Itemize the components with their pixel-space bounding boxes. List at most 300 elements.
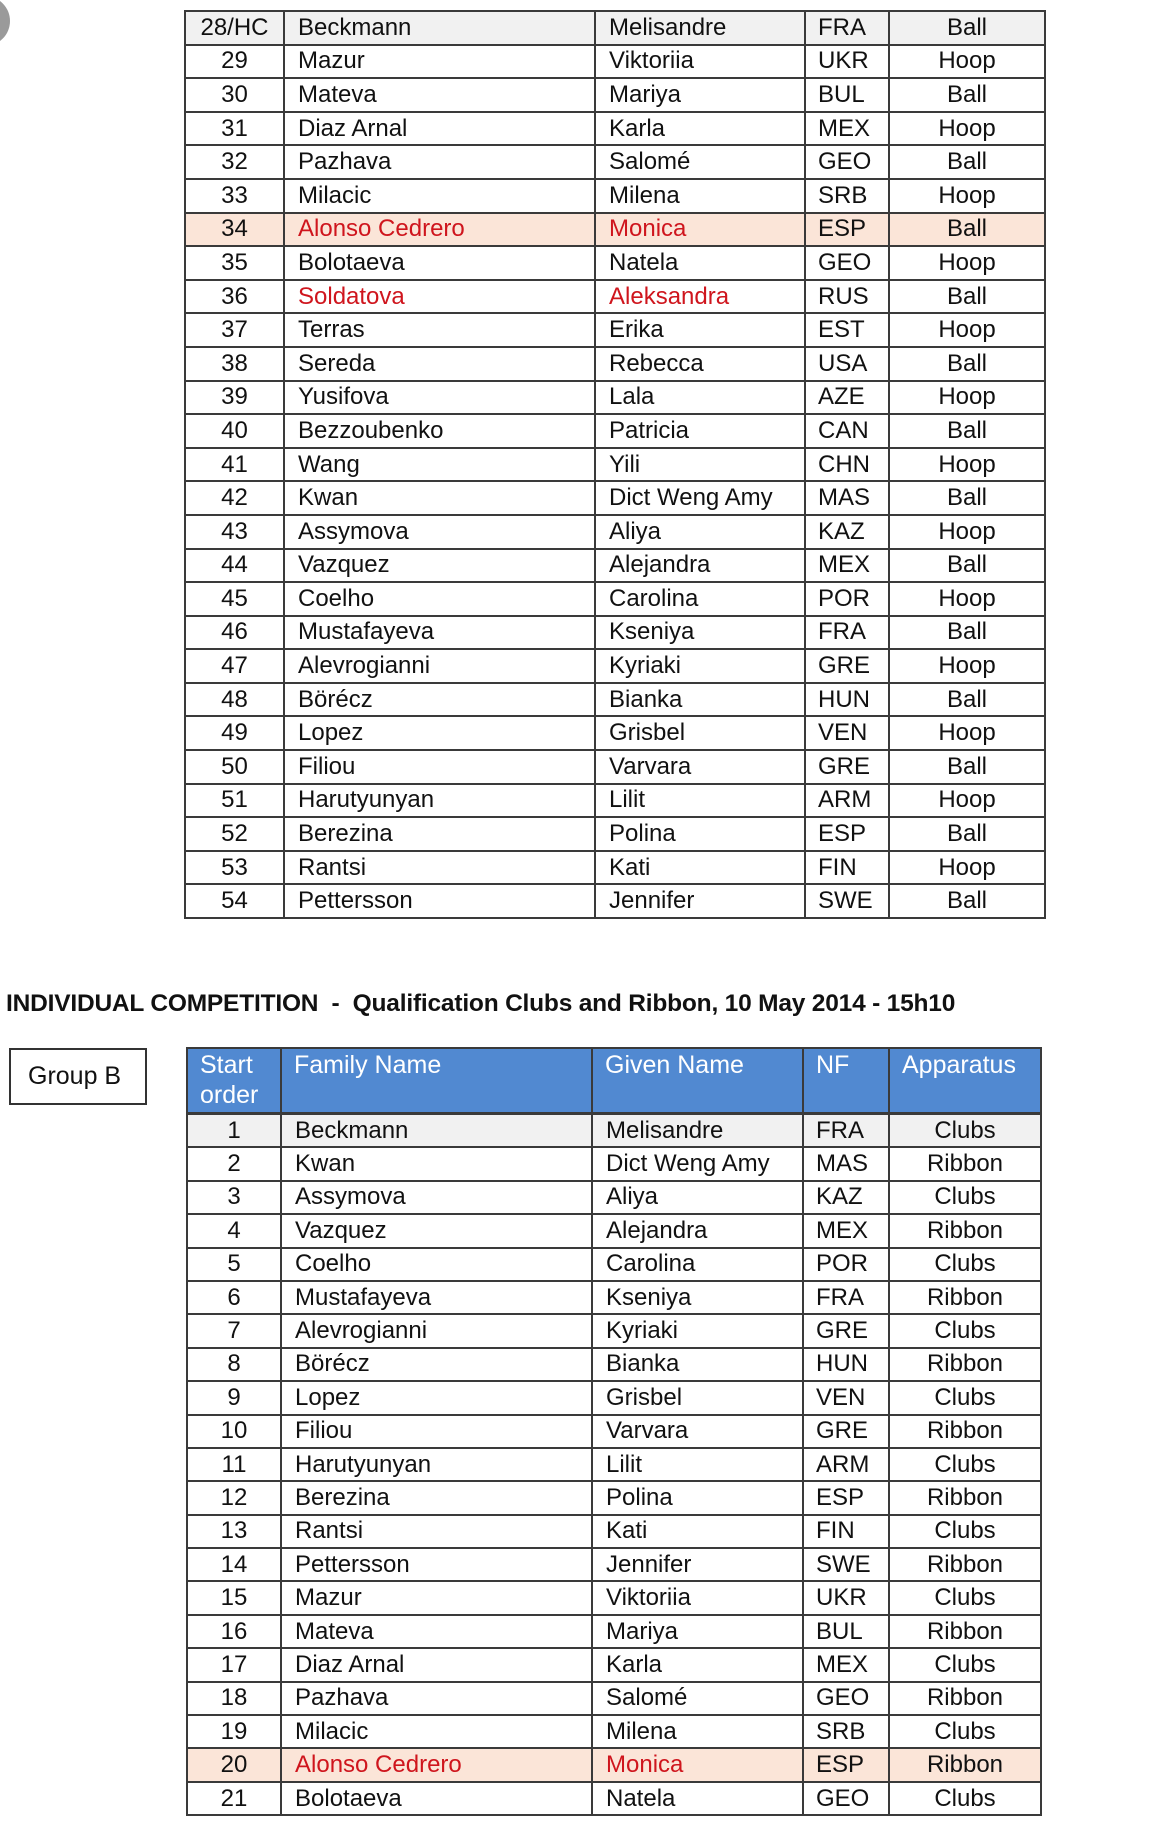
apparatus-cell: Ribbon (889, 1748, 1041, 1781)
table-row (185, 716, 1045, 750)
given-name-cell: Jennifer (592, 1548, 803, 1581)
start-order-cell: 14 (187, 1548, 281, 1581)
table-row (185, 549, 1045, 583)
nf-cell: HUN (805, 683, 889, 717)
table-row (187, 1314, 1041, 1347)
apparatus-cell: Clubs (889, 1314, 1041, 1347)
given-name-cell: Monica (592, 1748, 803, 1781)
start-order-cell: 32 (185, 145, 284, 179)
table-row (185, 112, 1045, 146)
nf-cell: UKR (803, 1581, 889, 1614)
given-name-cell: Viktoriia (595, 45, 805, 79)
apparatus-cell: Clubs (889, 1648, 1041, 1681)
family-name-cell: Berezina (284, 817, 595, 851)
given-name-cell: Monica (595, 213, 805, 247)
start-order-cell: 15 (187, 1581, 281, 1614)
apparatus-cell: Ball (889, 884, 1045, 918)
table-row (185, 616, 1045, 650)
apparatus-cell: Ribbon (889, 1281, 1041, 1314)
nf-cell: UKR (805, 45, 889, 79)
given-name-cell: Alejandra (595, 549, 805, 583)
family-name-cell: Lopez (284, 716, 595, 750)
nf-cell: HUN (803, 1348, 889, 1381)
table-row (185, 381, 1045, 415)
start-order-cell: 18 (187, 1682, 281, 1715)
nf-cell: GRE (803, 1415, 889, 1448)
given-name-cell: Jennifer (595, 884, 805, 918)
nf-cell: CAN (805, 414, 889, 448)
table-row (185, 414, 1045, 448)
start-order-cell: 20 (187, 1748, 281, 1781)
family-name-cell: Pettersson (284, 884, 595, 918)
start-order-cell: 3 (187, 1181, 281, 1214)
apparatus-cell: Ball (889, 750, 1045, 784)
apparatus-cell: Hoop (889, 851, 1045, 885)
nf-cell: GEO (803, 1682, 889, 1715)
start-order-cell: 9 (187, 1381, 281, 1414)
apparatus-cell: Hoop (889, 784, 1045, 818)
family-name-cell: Pettersson (281, 1548, 592, 1581)
table-row (187, 1381, 1041, 1414)
nf-cell: GEO (805, 246, 889, 280)
apparatus-cell: Hoop (889, 179, 1045, 213)
given-name-cell: Patricia (595, 414, 805, 448)
table-row (185, 280, 1045, 314)
given-name-cell: Lilit (595, 784, 805, 818)
start-order-cell: 43 (185, 515, 284, 549)
apparatus-cell: Ribbon (889, 1682, 1041, 1715)
apparatus-cell: Ribbon (889, 1348, 1041, 1381)
apparatus-cell: Ball (889, 481, 1045, 515)
apparatus-cell: Ribbon (889, 1615, 1041, 1648)
apparatus-cell: Ball (889, 145, 1045, 179)
nf-cell: MAS (803, 1147, 889, 1180)
given-name-cell: Aleksandra (595, 280, 805, 314)
apparatus-cell: Ribbon (889, 1548, 1041, 1581)
family-name-cell: Coelho (281, 1248, 592, 1281)
given-name-cell: Melisandre (592, 1114, 803, 1148)
nf-cell: GEO (803, 1782, 889, 1815)
family-name-cell: Filiou (284, 750, 595, 784)
nf-cell: GEO (805, 145, 889, 179)
family-name-cell: Börécz (284, 683, 595, 717)
table-row (185, 179, 1045, 213)
family-name-cell: Lopez (281, 1381, 592, 1414)
table-row (185, 649, 1045, 683)
apparatus-cell: Clubs (889, 1515, 1041, 1548)
family-name-cell: Wang (284, 448, 595, 482)
family-name-cell: Pazhava (284, 145, 595, 179)
given-name-cell: Alejandra (592, 1214, 803, 1247)
table-row (185, 683, 1045, 717)
start-order-cell: 29 (185, 45, 284, 79)
given-name-cell: Lilit (592, 1448, 803, 1481)
start-order-cell: 41 (185, 448, 284, 482)
start-list-table-group-b (186, 1047, 1042, 1816)
family-name-cell: Yusifova (284, 381, 595, 415)
nf-cell: SWE (803, 1548, 889, 1581)
given-name-cell: Bianka (595, 683, 805, 717)
given-name-cell: Rebecca (595, 347, 805, 381)
family-name-cell: Mazur (281, 1581, 592, 1614)
nf-cell: POR (805, 582, 889, 616)
nf-cell: KAZ (805, 515, 889, 549)
start-order-cell: 37 (185, 313, 284, 347)
given-name-cell: Viktoriia (592, 1581, 803, 1614)
given-name-cell: Polina (595, 817, 805, 851)
apparatus-cell: Ribbon (889, 1481, 1041, 1514)
family-name-cell: Bolotaeva (284, 246, 595, 280)
table-row (187, 1147, 1041, 1180)
nf-cell: MEX (803, 1214, 889, 1247)
start-order-cell: 35 (185, 246, 284, 280)
table-row (187, 1114, 1041, 1148)
family-name-cell: Berezina (281, 1481, 592, 1514)
nf-cell: MEX (805, 112, 889, 146)
family-name-cell: Kwan (281, 1147, 592, 1180)
family-name-cell: Harutyunyan (281, 1448, 592, 1481)
start-order-cell: 34 (185, 213, 284, 247)
apparatus-cell: Ball (889, 213, 1045, 247)
start-order-cell: 31 (185, 112, 284, 146)
family-name-cell: Bezzoubenko (284, 414, 595, 448)
apparatus-cell: Hoop (889, 649, 1045, 683)
table-row (187, 1515, 1041, 1548)
apparatus-cell: Hoop (889, 381, 1045, 415)
apparatus-cell: Clubs (889, 1715, 1041, 1748)
apparatus-cell: Clubs (889, 1181, 1041, 1214)
given-name-cell: Varvara (592, 1415, 803, 1448)
header-nf: NF (803, 1048, 889, 1114)
table-row (187, 1748, 1041, 1781)
start-order-cell: 44 (185, 549, 284, 583)
start-order-cell: 21 (187, 1782, 281, 1815)
nf-cell: USA (805, 347, 889, 381)
nf-cell: CHN (805, 448, 889, 482)
apparatus-cell: Ball (889, 683, 1045, 717)
nf-cell: FRA (805, 11, 889, 45)
section-title: INDIVIDUAL COMPETITION - Qualification Clubs and Ribbon, 10 May 2014 - 15h10 (6, 990, 956, 1017)
family-name-cell: Bolotaeva (281, 1782, 592, 1815)
apparatus-cell: Ball (889, 280, 1045, 314)
family-name-cell: Pazhava (281, 1682, 592, 1715)
nf-cell: ESP (805, 817, 889, 851)
given-name-cell: Salomé (592, 1682, 803, 1715)
table-row (187, 1615, 1041, 1648)
apparatus-cell: Hoop (889, 246, 1045, 280)
nf-cell: ARM (805, 784, 889, 818)
apparatus-cell: Hoop (889, 45, 1045, 79)
given-name-cell: Salomé (595, 145, 805, 179)
given-name-cell: Mariya (595, 78, 805, 112)
table-row (187, 1181, 1041, 1214)
given-name-cell: Dict Weng Amy (592, 1147, 803, 1180)
family-name-cell: Alonso Cedrero (284, 213, 595, 247)
given-name-cell: Dict Weng Amy (595, 481, 805, 515)
given-name-cell: Milena (595, 179, 805, 213)
start-order-cell: 38 (185, 347, 284, 381)
given-name-cell: Polina (592, 1481, 803, 1514)
nf-cell: VEN (805, 716, 889, 750)
given-name-cell: Natela (592, 1782, 803, 1815)
start-order-cell: 8 (187, 1348, 281, 1381)
apparatus-cell: Ball (889, 78, 1045, 112)
family-name-cell: Rantsi (284, 851, 595, 885)
nf-cell: GRE (805, 750, 889, 784)
table-row (185, 448, 1045, 482)
given-name-cell: Erika (595, 313, 805, 347)
nf-cell: BUL (805, 78, 889, 112)
table-row (187, 1648, 1041, 1681)
apparatus-cell: Ball (889, 414, 1045, 448)
apparatus-cell: Hoop (889, 515, 1045, 549)
nf-cell: BUL (803, 1615, 889, 1648)
nf-cell: AZE (805, 381, 889, 415)
table-row (185, 246, 1045, 280)
family-name-cell: Mustafayeva (284, 616, 595, 650)
apparatus-cell: Hoop (889, 313, 1045, 347)
apparatus-cell: Ball (889, 549, 1045, 583)
nf-cell: GRE (803, 1314, 889, 1347)
given-name-cell: Varvara (595, 750, 805, 784)
nf-cell: FRA (803, 1281, 889, 1314)
nf-cell: SRB (805, 179, 889, 213)
start-order-cell: 51 (185, 784, 284, 818)
start-order-cell: 10 (187, 1415, 281, 1448)
table-a-body (185, 11, 1045, 918)
apparatus-cell: Ball (889, 347, 1045, 381)
start-order-cell: 49 (185, 716, 284, 750)
table-row (185, 851, 1045, 885)
given-name-cell: Karla (595, 112, 805, 146)
table-row (185, 11, 1045, 45)
apparatus-cell: Hoop (889, 448, 1045, 482)
start-order-cell: 47 (185, 649, 284, 683)
start-order-cell: 30 (185, 78, 284, 112)
given-name-cell: Aliya (595, 515, 805, 549)
apparatus-cell: Clubs (889, 1782, 1041, 1815)
given-name-cell: Karla (592, 1648, 803, 1681)
given-name-cell: Carolina (592, 1248, 803, 1281)
nf-cell: VEN (803, 1381, 889, 1414)
start-order-cell: 7 (187, 1314, 281, 1347)
table-row (187, 1214, 1041, 1247)
given-name-cell: Melisandre (595, 11, 805, 45)
nf-cell: MAS (805, 481, 889, 515)
table-row (185, 481, 1045, 515)
nf-cell: SRB (803, 1715, 889, 1748)
group-label: Group B (9, 1048, 147, 1105)
family-name-cell: Börécz (281, 1348, 592, 1381)
table-row (185, 78, 1045, 112)
start-order-cell: 46 (185, 616, 284, 650)
family-name-cell: Terras (284, 313, 595, 347)
nf-cell: ESP (803, 1748, 889, 1781)
given-name-cell: Grisbel (592, 1381, 803, 1414)
nf-cell: POR (803, 1248, 889, 1281)
nf-cell: FIN (803, 1515, 889, 1548)
table-row (187, 1682, 1041, 1715)
apparatus-cell: Ribbon (889, 1147, 1041, 1180)
family-name-cell: Beckmann (281, 1114, 592, 1148)
family-name-cell: Sereda (284, 347, 595, 381)
given-name-cell: Grisbel (595, 716, 805, 750)
given-name-cell: Carolina (595, 582, 805, 616)
start-order-cell: 36 (185, 280, 284, 314)
start-order-cell: 40 (185, 414, 284, 448)
given-name-cell: Kati (595, 851, 805, 885)
nf-cell: KAZ (803, 1181, 889, 1214)
table-row (187, 1782, 1041, 1815)
table-header-row (187, 1048, 1041, 1114)
table-row (187, 1481, 1041, 1514)
given-name-cell: Yili (595, 448, 805, 482)
header-apparatus: Apparatus (889, 1048, 1041, 1114)
table-row (187, 1715, 1041, 1748)
start-order-cell: 6 (187, 1281, 281, 1314)
header-start-order: Start order (187, 1048, 281, 1114)
nf-cell: EST (805, 313, 889, 347)
apparatus-cell: Hoop (889, 716, 1045, 750)
start-order-cell: 5 (187, 1248, 281, 1281)
start-order-cell: 1 (187, 1114, 281, 1148)
family-name-cell: Filiou (281, 1415, 592, 1448)
table-row (185, 313, 1045, 347)
table-row (185, 45, 1045, 79)
given-name-cell: Kseniya (592, 1281, 803, 1314)
table-b-body (187, 1114, 1041, 1816)
apparatus-cell: Clubs (889, 1381, 1041, 1414)
nf-cell: SWE (805, 884, 889, 918)
table-row (187, 1348, 1041, 1381)
start-order-cell: 39 (185, 381, 284, 415)
given-name-cell: Natela (595, 246, 805, 280)
table-row (187, 1248, 1041, 1281)
start-order-cell: 17 (187, 1648, 281, 1681)
nf-cell: ARM (803, 1448, 889, 1481)
family-name-cell: Milacic (281, 1715, 592, 1748)
given-name-cell: Aliya (592, 1181, 803, 1214)
given-name-cell: Bianka (592, 1348, 803, 1381)
given-name-cell: Mariya (592, 1615, 803, 1648)
start-order-cell: 16 (187, 1615, 281, 1648)
header-given-name: Given Name (592, 1048, 803, 1114)
family-name-cell: Milacic (284, 179, 595, 213)
start-order-cell: 19 (187, 1715, 281, 1748)
nf-cell: RUS (805, 280, 889, 314)
apparatus-cell: Clubs (889, 1248, 1041, 1281)
nf-cell: ESP (803, 1481, 889, 1514)
family-name-cell: Vazquez (281, 1214, 592, 1247)
family-name-cell: Diaz Arnal (284, 112, 595, 146)
table-row (185, 582, 1045, 616)
family-name-cell: Alonso Cedrero (281, 1748, 592, 1781)
apparatus-cell: Ball (889, 11, 1045, 45)
nf-cell: GRE (805, 649, 889, 683)
apparatus-cell: Ball (889, 616, 1045, 650)
apparatus-cell: Hoop (889, 582, 1045, 616)
given-name-cell: Kati (592, 1515, 803, 1548)
table-row (185, 145, 1045, 179)
table-row (187, 1548, 1041, 1581)
apparatus-cell: Ball (889, 817, 1045, 851)
nf-cell: ESP (805, 213, 889, 247)
apparatus-cell: Clubs (889, 1114, 1041, 1148)
apparatus-cell: Ribbon (889, 1214, 1041, 1247)
table-row (185, 347, 1045, 381)
family-name-cell: Alevrogianni (284, 649, 595, 683)
family-name-cell: Mustafayeva (281, 1281, 592, 1314)
start-order-cell: 53 (185, 851, 284, 885)
scroll-indicator-circle (0, 0, 10, 46)
table-row (185, 515, 1045, 549)
family-name-cell: Mateva (284, 78, 595, 112)
given-name-cell: Kseniya (595, 616, 805, 650)
family-name-cell: Mateva (281, 1615, 592, 1648)
family-name-cell: Assymova (281, 1181, 592, 1214)
family-name-cell: Diaz Arnal (281, 1648, 592, 1681)
family-name-cell: Mazur (284, 45, 595, 79)
table-row (185, 784, 1045, 818)
table-row (185, 817, 1045, 851)
table-row (187, 1281, 1041, 1314)
start-order-cell: 4 (187, 1214, 281, 1247)
apparatus-cell: Clubs (889, 1448, 1041, 1481)
family-name-cell: Harutyunyan (284, 784, 595, 818)
family-name-cell: Kwan (284, 481, 595, 515)
table-row (185, 750, 1045, 784)
nf-cell: FIN (805, 851, 889, 885)
table-row (185, 884, 1045, 918)
family-name-cell: Alevrogianni (281, 1314, 592, 1347)
start-order-cell: 42 (185, 481, 284, 515)
table-row (185, 213, 1045, 247)
nf-cell: MEX (805, 549, 889, 583)
start-order-cell: 2 (187, 1147, 281, 1180)
start-list-table-group-a (184, 10, 1046, 919)
start-order-cell: 13 (187, 1515, 281, 1548)
table-row (187, 1448, 1041, 1481)
apparatus-cell: Clubs (889, 1581, 1041, 1614)
start-order-cell: 28/HC (185, 11, 284, 45)
family-name-cell: Soldatova (284, 280, 595, 314)
start-order-cell: 50 (185, 750, 284, 784)
start-order-cell: 12 (187, 1481, 281, 1514)
family-name-cell: Beckmann (284, 11, 595, 45)
apparatus-cell: Ribbon (889, 1415, 1041, 1448)
family-name-cell: Rantsi (281, 1515, 592, 1548)
start-order-cell: 33 (185, 179, 284, 213)
start-order-cell: 54 (185, 884, 284, 918)
given-name-cell: Kyriaki (592, 1314, 803, 1347)
table-row (187, 1581, 1041, 1614)
family-name-cell: Vazquez (284, 549, 595, 583)
table-row (187, 1415, 1041, 1448)
family-name-cell: Coelho (284, 582, 595, 616)
start-order-cell: 11 (187, 1448, 281, 1481)
nf-cell: FRA (803, 1114, 889, 1148)
header-family-name: Family Name (281, 1048, 592, 1114)
start-order-cell: 48 (185, 683, 284, 717)
nf-cell: MEX (803, 1648, 889, 1681)
start-order-cell: 52 (185, 817, 284, 851)
given-name-cell: Kyriaki (595, 649, 805, 683)
start-order-cell: 45 (185, 582, 284, 616)
nf-cell: FRA (805, 616, 889, 650)
family-name-cell: Assymova (284, 515, 595, 549)
apparatus-cell: Hoop (889, 112, 1045, 146)
given-name-cell: Milena (592, 1715, 803, 1748)
